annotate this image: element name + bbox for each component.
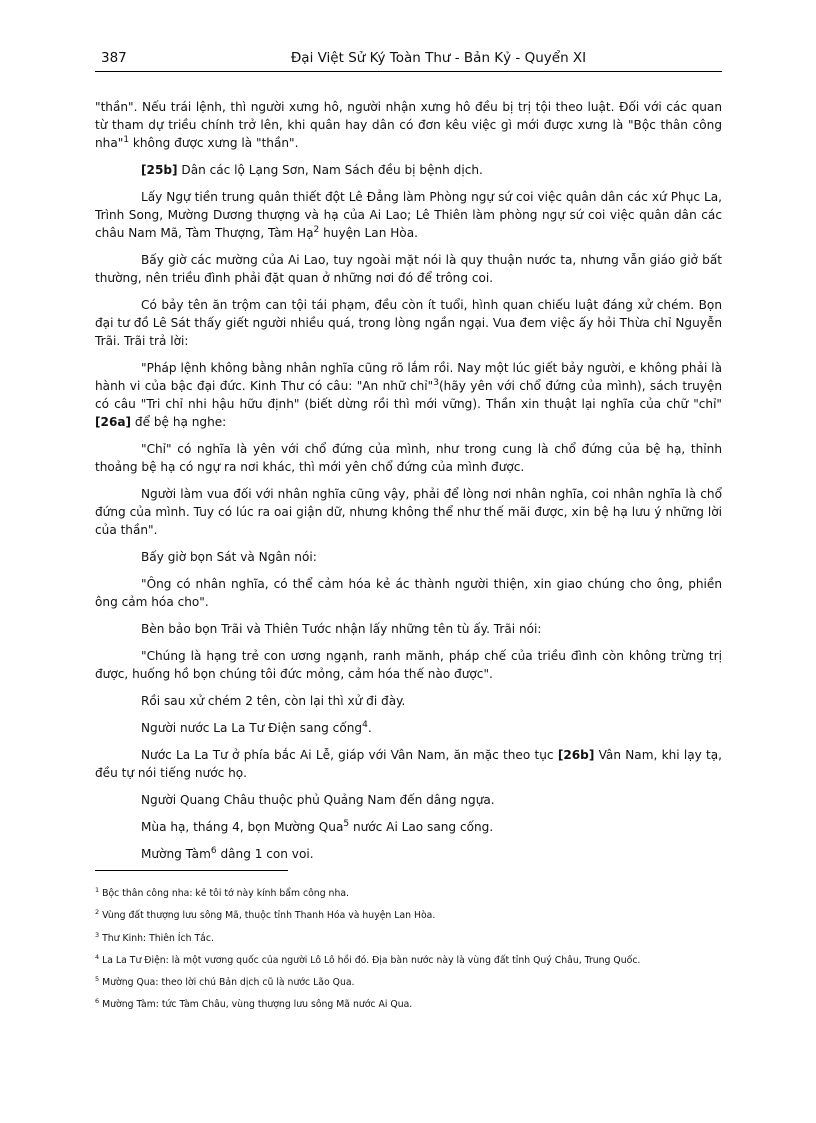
book-title: Đại Việt Sử Ký Toàn Thư - Bản Kỷ - Quyển XI (290, 50, 587, 66)
paragraph: "Ông có nhân nghĩa, có thể cảm hóa kẻ ác thành người thiện, xin giao chúng cho ông, phiền ông cảm hóa cho". (95, 577, 722, 609)
footnote-ref: 5 (343, 818, 350, 829)
paragraph: Người Quang Châu thuộc phủ Quảng Nam đến dâng ngựa. (141, 793, 495, 807)
footnote: $^4$ La La Tư Điện: là một vương quốc của người Lô Lô hồi đó. Địa bàn nước này là vùng đất tỉnh Quý Châu, Trung Quốc. (95, 952, 641, 966)
page-marker: [25b] (141, 163, 178, 177)
paragraph: [25b] Dân các lộ Lạng Sơn, Nam Sách đều bị bệnh dịch. (141, 163, 483, 177)
paragraph: "Pháp lệnh không bằng nhân nghĩa cũng rõ lắm rồi. Nay một lúc giết bảy người, e không phải là hành vi của bậc đại đức. Kinh Thư có câu: "An nhữ chỉ"$^3$(hãy yên với chổ đứng của mình), sách truyện có câu "Tri chỉ nhi hậu hữu định" (biết dừng rồi thì mới vững). Thần xin thuật lại nghĩa của chữ "chỉ" [26a] để bệ hạ nghe: (95, 361, 722, 429)
paragraph: "thần". Nếu trái lệnh, thì người xưng hô, người nhận xưng hô đều bị trị tội theo luật. Đối với các quan từ tham dự triều chính trở lên, khi quân hay dân có đơn kêu việc gì mới được xưng là "Bộc thân công nha"$^1$ không được xưng là "thần". (95, 100, 722, 150)
paragraph: Bấy giờ bọn Sát và Ngân nói: (141, 550, 317, 564)
paragraph: Có bảy tên ăn trộm can tội tái phạm, đều còn ít tuổi, hình quan chiếu luật đáng xử chém. Bọn đại tư đồ Lê Sát thấy giết người nhiều quá, trong lòng ngần ngại. Vua đem việc ấy hỏi Thừa chỉ Nguyễn Trãi. Trãi trả lời: (95, 298, 722, 348)
footnote: $^5$ Mường Qua: theo lời chú Bản dịch cũ là nước Lão Qua. (95, 975, 355, 989)
footnote-ref: 4 (362, 719, 368, 730)
footnote: $^3$ Thư Kinh: Thiên Ích Tắc. (95, 930, 214, 944)
paragraph: Rồi sau xử chém 2 tên, còn lại thì xử đi đày. (141, 694, 406, 708)
footnotes (95, 887, 722, 1021)
paragraph: Mường Tàm$^6$ dâng 1 con voi. (141, 845, 314, 861)
footnote: $^1$ Bộc thân công nha: kẻ tôi tớ này kính bẩm công nha. (95, 885, 349, 899)
main-text (95, 98, 722, 872)
page-header (95, 50, 722, 72)
footnote-ref: 3 (433, 377, 439, 388)
page-number: 387 (101, 50, 127, 66)
footnote-ref: 2 (313, 224, 320, 235)
footnote-ref: 6 (210, 845, 217, 856)
footnote: $^6$ Mường Tàm: tức Tàm Châu, vùng thượng lưu sông Mã nước Ai Qua. (95, 997, 413, 1011)
paragraph: Mùa hạ, tháng 4, bọn Mường Qua$^5$ nước Ai Lao sang cống. (141, 818, 494, 834)
paragraph: Người nước La La Tư Điện sang cống$^4$. (141, 719, 372, 735)
paragraph: Lấy Ngự tiền trung quân thiết đột Lê Đẳng làm Phòng ngự sứ coi việc quân dân các xứ Phục La, Trình Song, Mường Dương thượng và hạ của Ai Lao; Lê Thiên làm phòng ngự sứ coi việc quân dân các châu Nam Mã, Tàm Thượng, Tàm Hạ$^2$ huyện Lan Hòa. (95, 190, 722, 240)
footnote-ref: 1 (123, 134, 130, 145)
paragraph: Bấy giờ các mường của Ai Lao, tuy ngoài mặt nói là quy thuận nước ta, nhưng vẫn giáo giở bất thường, nên triều đình phải đặt quan ở những nơi đó để trông coi. (95, 253, 722, 285)
paragraph: "Chúng là hạng trẻ con ương ngạnh, ranh mãnh, pháp chế của triều đình còn không trừng trị được, huống hồ bọn chúng tôi đức mỏng, cảm hóa thế nào được". (95, 649, 722, 681)
footnote: $^2$ Vùng đất thượng lưu sông Mã, thuộc tỉnh Thanh Hóa và huyện Lan Hòa. (95, 908, 436, 922)
paragraph: "Chỉ" có nghĩa là yên với chổ đứng của mình, như trong cung là chổ đứng của bệ hạ, thỉnh thoảng bệ hạ có ngự ra nơi khác, thì mới yên chổ đứng của mình được. (95, 442, 722, 474)
paragraph: Bèn bảo bọn Trãi và Thiên Tước nhận lấy những tên tù ấy. Trãi nói: (141, 622, 542, 636)
footnote-divider (95, 870, 288, 871)
paragraph: Nước La La Tư ở phía bắc Ai Lễ, giáp với Vân Nam, ăn mặc theo tục [26b] Vân Nam, khi lạy tạ, đều tự nói tiếng nước họ. (95, 748, 722, 780)
header-divider (95, 71, 722, 72)
page-marker: [26a] (95, 415, 132, 429)
page-marker: [26b] (557, 748, 595, 762)
paragraph: Người làm vua đối với nhân nghĩa cũng vậy, phải để lòng nơi nhân nghĩa, coi nhân nghĩa là chổ đứng của mình. Tuy có lúc ra oai giận dữ, nhưng không thể như thế mãi được, xin bệ hạ lưu ý những lời của thần". (95, 487, 722, 537)
